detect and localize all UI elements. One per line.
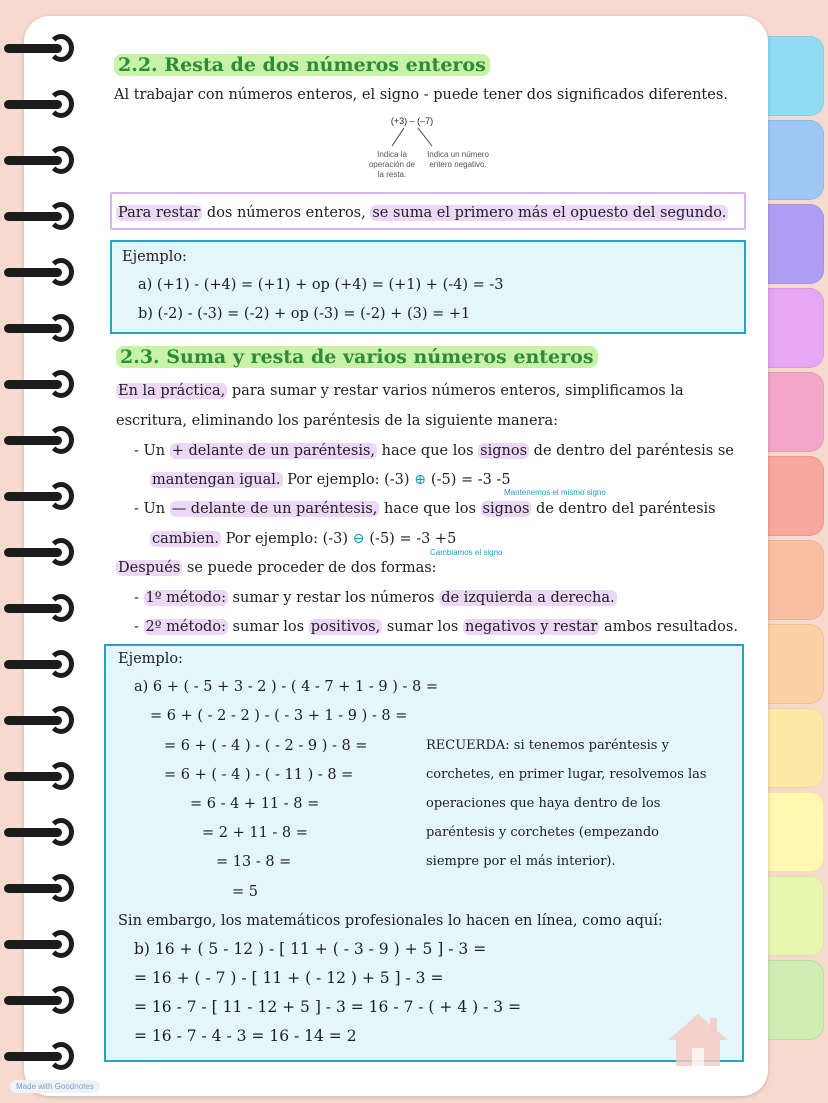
reminder-line: RECUERDA: si tenemos paréntesis y — [426, 738, 669, 753]
reminder-line: siempre por el más interior). — [426, 854, 616, 869]
section-2-2-intro: Al trabajar con números enteros, el signo - puede tener dos significados diferentes. — [114, 87, 728, 103]
ring — [4, 202, 76, 230]
tab-8[interactable] — [766, 624, 824, 704]
tab-7[interactable] — [766, 540, 824, 620]
minus-rule: - Un — delante de un paréntesis, hace que los signos de dentro del paréntesis — [134, 501, 716, 517]
plus-rule: - Un + delante de un paréntesis, hace que los signos de dentro del paréntesis se — [134, 443, 734, 459]
example-1-b: b) (-2) - (-3) = (-2) + op (-3) = (-2) + (3) = +1 — [138, 306, 471, 322]
ring — [4, 370, 76, 398]
example-2-line: = 6 - 4 + 11 - 8 = — [190, 796, 320, 812]
diagram-arrows — [370, 126, 460, 150]
ring — [4, 90, 76, 118]
example-2-line: = 6 + ( - 4 ) - ( - 11 ) - 8 = — [164, 767, 354, 783]
ring — [4, 650, 76, 678]
ring — [4, 146, 76, 174]
minus-rule-example: cambien. Por ejemplo: (-3) ⊖ (-5) = -3 +5 — [152, 531, 457, 547]
home-icon[interactable] — [664, 1010, 732, 1068]
tab-1[interactable] — [766, 36, 824, 116]
section-2-2-title: 2.2. Resta de dos números enteros — [114, 56, 490, 74]
diagram-label-right: Indica un número entero negativo. — [427, 150, 489, 169]
example-1-title: Ejemplo: — [122, 249, 187, 265]
reminder-line: operaciones que haya dentro de los — [426, 796, 661, 811]
ring — [4, 986, 76, 1014]
practice-paragraph-2: escritura, eliminando los paréntesis de la siguiente manera: — [116, 413, 559, 429]
ring — [4, 314, 76, 342]
ring — [4, 34, 76, 62]
example-1-a: a) (+1) - (+4) = (+1) + op (+4) = (+1) + (-4) = -3 — [138, 277, 504, 293]
method-1: - 1º método: sumar y restar los números de izquierda a derecha. — [134, 590, 615, 606]
minus-annotation: Cambiamos el signo — [430, 548, 503, 557]
inline-intro: Sin embargo, los matemáticos profesionales lo hacen en línea, como aquí: — [118, 913, 663, 929]
ring — [4, 930, 76, 958]
section-2-3-title: 2.3. Suma y resta de varios números enteros — [116, 348, 598, 366]
diagram-label-left: Indica la operación de la resta. — [368, 150, 416, 179]
plus-annotation: Mantenemos el mismo signo — [504, 488, 606, 497]
tab-9[interactable] — [766, 708, 824, 788]
tab-6[interactable] — [766, 456, 824, 536]
ring — [4, 874, 76, 902]
ring — [4, 762, 76, 790]
example-2b-line: b) 16 + ( 5 - 12 ) - [ 11 + ( - 3 - 9 ) + 5 ] - 3 = — [134, 940, 487, 958]
example-2-line: = 5 — [232, 884, 258, 900]
example-2-line: = 6 + ( - 4 ) - ( - 2 - 9 ) - 8 = — [164, 738, 368, 754]
ring — [4, 258, 76, 286]
method-2: - 2º método: sumar los positivos, sumar los negativos y restar ambos resultados. — [134, 619, 738, 635]
example-2-line: a) 6 + ( - 5 + 3 - 2 ) - ( 4 - 7 + 1 - 9 ) - 8 = — [134, 679, 438, 695]
plus-rule-example: mantengan igual. Por ejemplo: (-3) ⊕ (-5) = -3 -5 — [152, 472, 511, 488]
reminder-line: corchetes, en primer lugar, resolvemos las — [426, 767, 707, 782]
tab-12[interactable] — [766, 960, 824, 1040]
tab-2[interactable] — [766, 120, 824, 200]
ring — [4, 706, 76, 734]
example-2b-line: = 16 - 7 - [ 11 - 12 + 5 ] - 3 = 16 - 7 - ( + 4 ) - 3 = — [134, 998, 522, 1016]
example-2-line: = 6 + ( - 2 - 2 ) - ( - 3 + 1 - 9 ) - 8 = — [150, 708, 408, 724]
example-2b-line: = 16 - 7 - 4 - 3 = 16 - 14 = 2 — [134, 1027, 357, 1045]
example-2-title: Ejemplo: — [118, 651, 183, 667]
ring — [4, 1042, 76, 1070]
practice-paragraph: En la práctica, para sumar y restar varios números enteros, simplificamos la — [118, 383, 684, 399]
example-2-line: = 2 + 11 - 8 = — [202, 825, 308, 841]
ring — [4, 482, 76, 510]
reminder-line: paréntesis y corchetes (empezando — [426, 825, 659, 840]
tab-11[interactable] — [766, 876, 824, 956]
diagram-expression: (+3) – (–7) — [390, 116, 434, 126]
example-2b-line: = 16 + ( - 7 ) - [ 11 + ( - 12 ) + 5 ] - 3 = — [134, 969, 444, 987]
tab-4[interactable] — [766, 288, 824, 368]
tab-5[interactable] — [766, 372, 824, 452]
tab-3[interactable] — [766, 204, 824, 284]
tab-10[interactable] — [766, 792, 824, 872]
ring — [4, 426, 76, 454]
two-ways: Después se puede proceder de dos formas: — [118, 560, 437, 576]
example-2-line: = 13 - 8 = — [216, 854, 292, 870]
ring — [4, 538, 76, 566]
ring — [4, 818, 76, 846]
subtraction-rule: Para restar dos números enteros, se suma el primero más el opuesto del segundo. — [118, 205, 727, 221]
goodnotes-badge: Made with Goodnotes — [10, 1080, 100, 1093]
ring — [4, 594, 76, 622]
